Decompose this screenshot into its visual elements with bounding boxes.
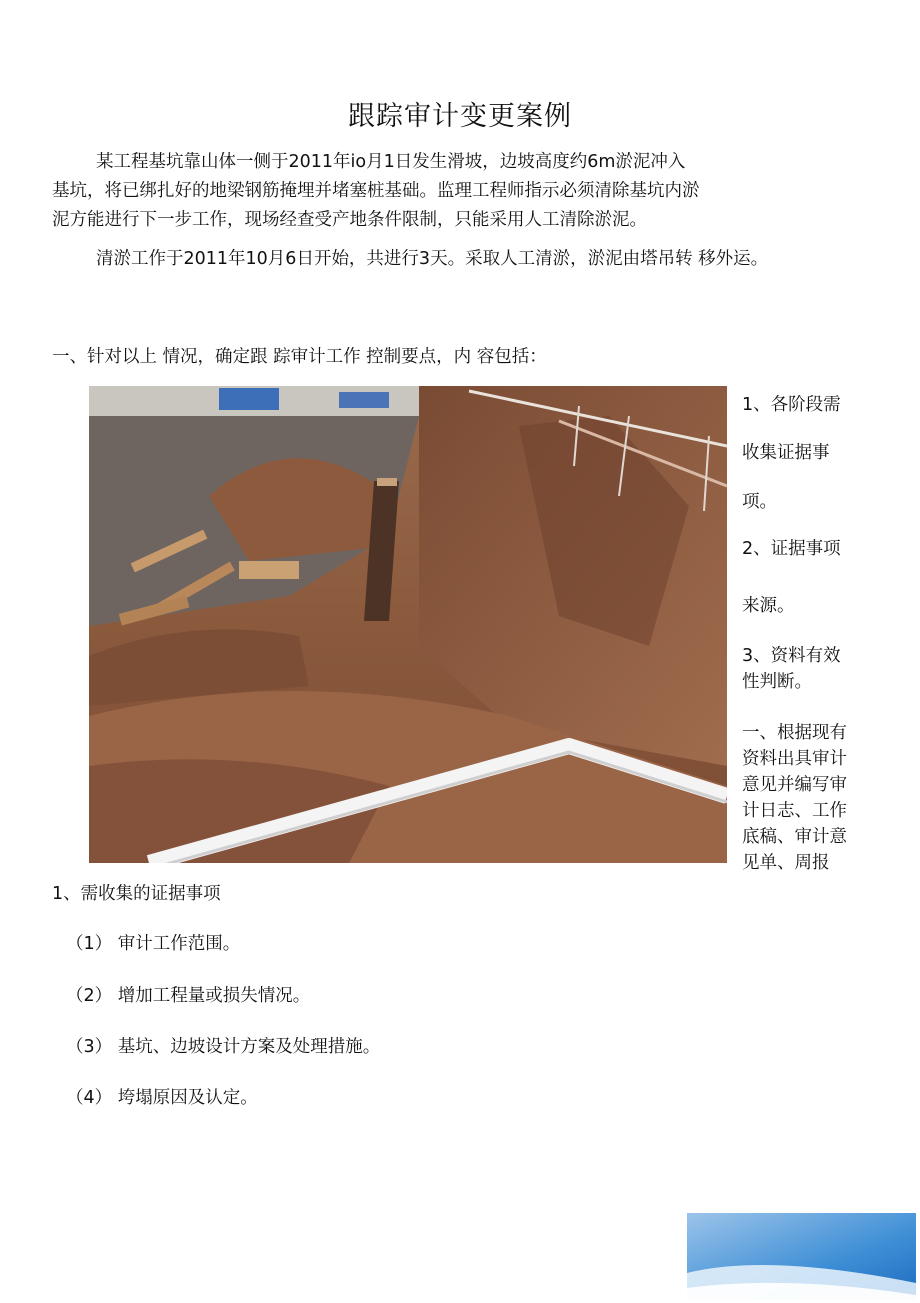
section-heading: 一、针对以上 情况，确定跟 踪审计工作 控制要点，内 容包括： — [52, 347, 547, 367]
side-note-5 — [742, 593, 892, 619]
list-item: （3） 基坑、边坡设计方案及处理措施。 — [66, 1037, 381, 1057]
side-note-line: 收集证据事 — [742, 443, 830, 463]
side-note-line: 项。 — [742, 492, 777, 512]
side-note-line: 资料出具审计 — [742, 749, 847, 769]
side-note-line: 性判断。 — [742, 672, 812, 692]
side-note-6 — [742, 643, 892, 695]
side-note-4 — [742, 536, 892, 562]
paragraph-line: 泥方能进行下一步工作，现场经查受产地条件限制，只能采用人工清除淤泥。 — [52, 210, 647, 230]
side-note-1 — [742, 392, 892, 418]
side-note-line: 计日志、工作 — [742, 801, 847, 821]
paragraph-incident — [52, 148, 872, 235]
paragraph-line: 某工程基坑靠山体一侧于2011年io月1日发生滑坡，边坡高度约6m淤泥冲入 — [96, 152, 686, 172]
side-note-line: 底稿、审计意 — [742, 827, 847, 847]
paragraph-cleanup — [52, 245, 872, 274]
paragraph-line: 基坑，将已绑扎好的地梁钢筋掩埋并堵塞桩基础。监理工程师指示必须清除基坑内淤 — [52, 181, 700, 201]
side-note-line: 一、根据现有 — [742, 723, 847, 743]
side-note-line: 2、证据事项 — [742, 539, 841, 559]
side-note-line: 意见并编写审 — [742, 775, 847, 795]
list-item: （4） 垮塌原因及认定。 — [66, 1088, 258, 1108]
site-photo — [89, 386, 727, 863]
paragraph-line: 清淤工作于2011年10月6日开始，共进行3天。采取人工清淤，淤泥由塔吊转 移外运。 — [96, 249, 769, 269]
side-note-2 — [742, 440, 892, 466]
side-note-line: 见单、周报 — [742, 853, 830, 873]
document-title: 跟踪审计变更案例 — [348, 101, 572, 132]
corner-decoration-image — [687, 1213, 916, 1300]
side-note-3 — [742, 489, 892, 515]
evidence-list-heading: 1、需收集的证据事项 — [52, 884, 221, 904]
list-item: （1） 审计工作范围。 — [66, 934, 241, 954]
side-note-line: 来源。 — [742, 596, 795, 616]
side-note-7 — [742, 720, 892, 876]
side-note-line: 3、资料有效 — [742, 646, 841, 666]
side-note-line: 1、各阶段需 — [742, 395, 841, 415]
list-item: （2） 增加工程量或损失情况。 — [66, 986, 311, 1006]
